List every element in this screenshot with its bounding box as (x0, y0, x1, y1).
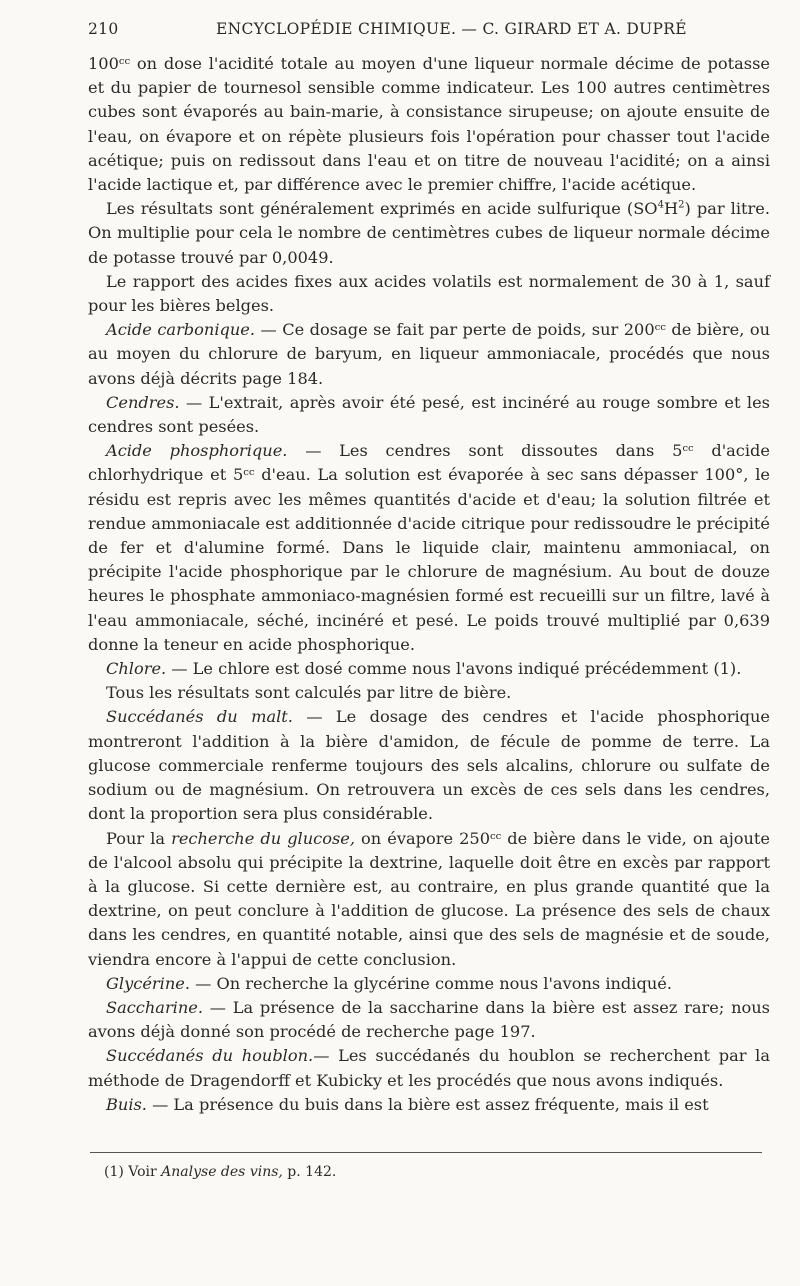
body-text (88, 52, 770, 1117)
section-text: — Les succédanés du houblon se recherchent par la méthode de Dragendorff et Kubicky et les procédés que nous avons indiqués. (88, 1046, 770, 1090)
section-title: Saccharine. (106, 997, 204, 1017)
footnote-italic: Analyse des vins, (161, 1164, 283, 1180)
section-text: — Le chlore est dosé comme nous l'avons indiqué précédemment (1). (166, 659, 742, 679)
footnote (104, 1162, 754, 1182)
section-buis (88, 1093, 770, 1117)
paragraph-recherche-glucose (88, 827, 770, 972)
footnote-text: p. 142. (282, 1164, 337, 1180)
paragraph-acid-ratio: Le rapport des acides fixes aux acides volatils est normalement de 30 à 1, sauf pour les bières belges. (88, 271, 770, 316)
paragraph-continued: 100ᶜᶜ on dose l'acidité totale au moyen d'une liqueur normale décime de potasse et du papier de tournesol sensible comme indicateur. Les 100 autres centimètres cubes sont évaporés au bain-marie, à consistance sirupeuse; on ajoute ensuite de l'eau, on évapore et on répète plusieurs fois l'opération pour chasser tout l'acide acétique; puis on redissout dans l'eau et on titre de nouveau l'acidité; on a ainsi l'acide lactique et, par différence avec le premier chiffre, l'acide acétique. (88, 54, 770, 195)
page-number: 210 (88, 20, 119, 38)
section-text: — Les cendres sont dissoutes dans 5ᶜᶜ d'acide chlorhydrique et 5ᶜᶜ d'eau. La solution est évaporée à sec sans dépasser 100°, le résidu est repris avec les mêmes quantités d'acide et d'eau; la solution filtrée et rendue ammoniacale est additionnée d'acide citrique pour redissoudre le précipité de fer et d'alumine formé. Dans le liquide clair, maintenu ammoniacal, on précipite l'acide phosphorique par le chlorure de magnésium. Au bout de douze heures le phosphate ammoniaco-magnésien formé est recueilli sur un filtre, lavé à l'eau ammoniacale, séché, incinéré et pesé. Le poids trouvé multiplié par 0,639 donne la teneur en acide phosphorique. (88, 441, 770, 654)
paragraph-results-per-litre: Tous les résultats sont calculés par litre de bière. (106, 683, 512, 703)
section-title: Succédanés du malt. (106, 707, 293, 727)
section-title: Buis. (106, 1094, 147, 1114)
section-text: — On recherche la glycérine comme nous l'avons indiqué. (189, 973, 672, 993)
footnote-divider (90, 1152, 762, 1153)
footnote-marker: (1) Voir (104, 1164, 162, 1180)
superscript: 2 (678, 199, 685, 211)
section-text: — Le dosage des cendres et l'acide phosphorique montreront l'addition à la bière d'amidon, de fécule de pomme de terre. La glucose commerciale renferme toujours des sels alcalins, chlorure ou sulfate de sodium ou de magnésium. On retrouvera un excès de ces sels dans les cendres, dont la proportion sera plus considérable. (88, 707, 771, 824)
text: Pour la (106, 828, 172, 848)
section-title: Acide carbonique. (106, 320, 256, 340)
running-header (88, 20, 768, 44)
section-title: Succédanés du houblon. (106, 1046, 314, 1066)
section-chlore (88, 657, 770, 681)
text: Les résultats sont généralement exprimés en acide sulfurique (SO (106, 199, 658, 219)
text: on évapore 250ᶜᶜ de bière dans le vide, on ajoute de l'alcool absolu qui précipite la dextrine, laquelle doit être en excès par rapport à la glucose. Si cette dernière est, au contraire, en plus grande quantité que la dextrine, on peut conclure à l'addition de glucose. La présence des sels de chaux dans les cendres, en quantité notable, ainsi que des sels de magnésie et de soude, viendra encore à l'appui de cette conclusion. (88, 828, 771, 969)
text: ) par litre. On multiplie pour cela le nombre de centimètres cubes de liqueur normale décime de potasse trouvé par 0,0049. (88, 199, 771, 267)
section-text: — Ce dosage se fait par perte de poids, sur 200ᶜᶜ de bière, ou au moyen du chlorure de baryum, en liqueur ammoniacale, procédés que nous avons déjà décrits page 184. (88, 320, 770, 388)
section-title: Glycérine. (106, 973, 190, 993)
italic-phrase: recherche du glucose, (171, 828, 355, 848)
section-succedanes-malt (88, 705, 770, 826)
section-cendres (88, 391, 770, 439)
section-succedanes-houblon (88, 1044, 770, 1092)
paragraph-sulfuric-expression (88, 197, 770, 270)
section-glycerine (88, 972, 770, 996)
section-title: Acide phosphorique. (106, 441, 288, 461)
section-acide-carbonique (88, 318, 770, 391)
section-text: — La présence du buis dans la bière est assez fréquente, mais il est (146, 1094, 709, 1114)
superscript: 4 (657, 199, 664, 211)
section-text: — L'extrait, après avoir été pesé, est incinéré au rouge sombre et les cendres sont pesées. (88, 392, 770, 437)
header-title: ENCYCLOPÉDIE CHIMIQUE. — C. GIRARD ET A. DUPRÉ (216, 20, 687, 38)
section-saccharine (88, 996, 770, 1044)
section-title: Cendres. (106, 392, 180, 412)
section-acide-phosphorique (88, 439, 770, 657)
section-text: — La présence de la saccharine dans la bière est assez rare; nous avons déjà donné son procédé de recherche page 197. (88, 997, 770, 1042)
section-title: Chlore. (106, 659, 167, 679)
text: H (663, 199, 679, 219)
